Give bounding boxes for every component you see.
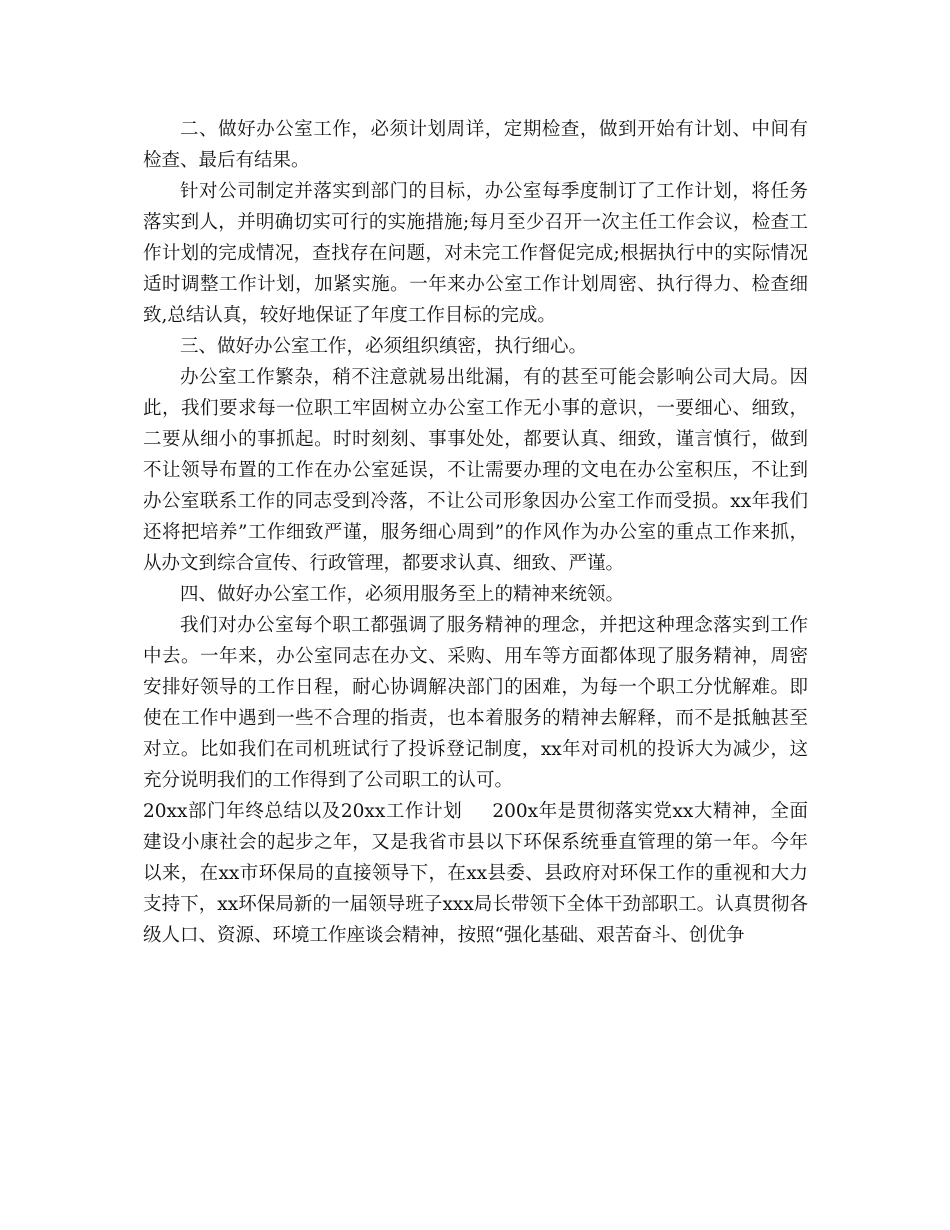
- paragraph-heading-4: 四、做好办公室工作，必须用服务至上的精神来统领。: [180, 584, 625, 605]
- section-paragraph: [143, 796, 808, 951]
- paragraph-body: 针对公司制定并落实到部门的目标，办公室每季度制订了工作计划，将任务落实到人，并明确切实可行的实施措施;每月至少召开一次主任工作会议，检查工作计划的完成情况，查找存在问题，对未完工作督促完成;根据执行中的实际情况适时调整工作计划，加紧实施。一年来办公室工作计划周密、执行得力、检查细致,总结认真，较好地保证了年度工作目标的完成。: [143, 181, 808, 326]
- section-title: 20xx部门年终总结以及20xx工作计划: [143, 801, 463, 822]
- document-body: [143, 114, 808, 951]
- paragraph-heading-2: 二、做好办公室工作，必须计划周详，定期检查，做到开始有计划、中间有检查、最后有结果。: [143, 119, 808, 171]
- paragraph-heading-3: 三、做好办公室工作，必须组织缜密，执行细心。: [180, 336, 588, 357]
- section-body: 200x年是贯彻落实党xx大精神，全面建设小康社会的起步之年，又是我省市县以下环保系统垂直管理的第一年。今年以来，在xx市环保局的直接领导下，在xx县委、县政府对环保工作的重视和大力支持下，xx环保局新的一届领导班子xxx局长带领下全体干劲部职工。认真贯彻各级人口、资源、环境工作座谈会精神，按照“强化基础、艰苦奋斗、创优争: [143, 801, 808, 946]
- paragraph-body: 办公室工作繁杂，稍不注意就易出纰漏，有的甚至可能会影响公司大局。因此，我们要求每一位职工牢固树立办公室工作无小事的意识，一要细心、细致，二要从细小的事抓起。时时刻刻、事事处处，都要认真、细致，谨言慎行，做到不让领导布置的工作在办公室延误，不让需要办理的文电在办公室积压，不让到办公室联系工作的同志受到冷落，不让公司形象因办公室工作而受损。xx年我们还将把培养”工作细致严谨，服务细心周到”的作风作为办公室的重点工作来抓，从办文到综合宣传、行政管理，都要求认真、细致、严谨。: [143, 367, 808, 574]
- paragraph-body: 我们对办公室每个职工都强调了服务精神的理念，并把这种理念落实到工作中去。一年来，办公室同志在办文、采购、用车等方面都体现了服务精神，周密安排好领导的工作日程，耐心协调解决部门的困难，为每一个职工分忧解难。即使在工作中遇到一些不合理的指责，也本着服务的精神去解释，而不是抵触甚至对立。比如我们在司机班试行了投诉登记制度，xx年对司机的投诉大为减少，这充分说明我们的工作得到了公司职工的认可。: [143, 615, 808, 791]
